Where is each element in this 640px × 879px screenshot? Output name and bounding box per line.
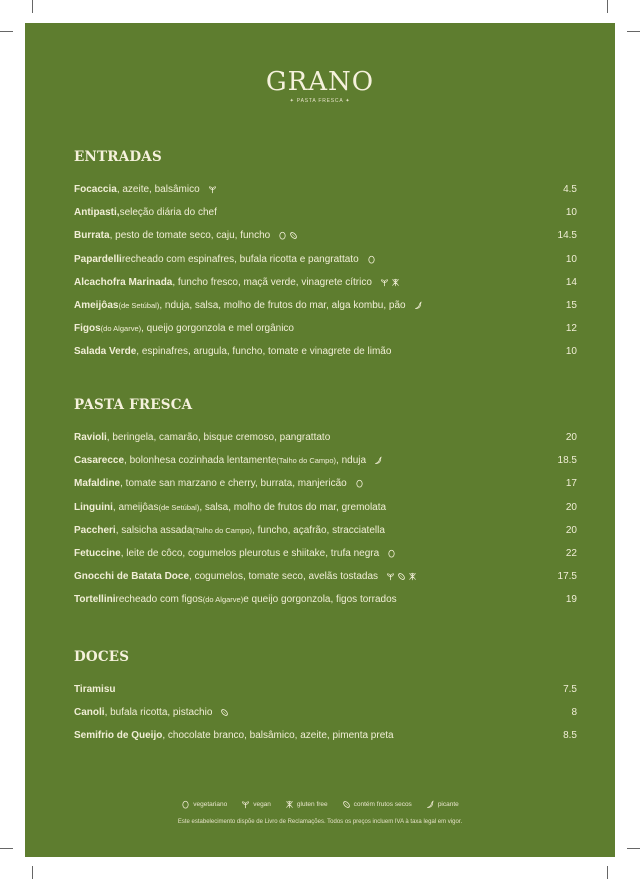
menu-item-text: [74, 277, 400, 288]
menu-item-text: [74, 684, 116, 695]
menu-item-name: Papardelli: [74, 253, 122, 265]
vegan-icon: [380, 278, 389, 287]
crop-mark: [32, 866, 33, 879]
dietary-icons: [386, 572, 417, 581]
legend-item: [426, 800, 459, 809]
menu-item: [74, 426, 577, 449]
dietary-icons: [414, 301, 423, 310]
dietary-icons: [220, 708, 229, 717]
menu-item: [74, 224, 577, 247]
nuts-icon: [289, 231, 298, 240]
menu-item-name: Gnocchi de Batata Doce: [74, 571, 190, 583]
vegan-icon: [241, 800, 250, 809]
menu-item-description: , bufala ricotta, pistachio: [104, 707, 213, 719]
menu-item-text: [74, 478, 364, 489]
menu-item: [74, 201, 577, 224]
menu-item-description: , funcho, açafrão, stracciatella: [252, 524, 385, 536]
menu-item-name: Mafaldine: [74, 478, 121, 490]
vegetarian-icon: [367, 255, 376, 264]
section-title: ENTRADAS: [74, 149, 162, 165]
gluten-free-icon: [408, 572, 417, 581]
menu-item-origin: (de Setúbal): [158, 502, 200, 512]
legend-item: [181, 800, 227, 809]
section-title: PASTA FRESCA: [74, 397, 193, 413]
legend-item: [241, 800, 271, 809]
item-list: [74, 678, 577, 748]
menu-item-price: 20: [565, 501, 577, 513]
menu-item: [74, 496, 577, 519]
section-pasta-fresca: [74, 395, 577, 612]
legend-label: vegan: [253, 801, 271, 808]
menu-item-price: 10: [565, 207, 577, 219]
menu-item-description: , beringela, camarão, bisque cremoso, pangrattato: [106, 432, 331, 444]
crop-mark: [0, 31, 13, 32]
logo-title: GRANO: [265, 67, 375, 97]
vegetarian-icon: [181, 800, 190, 809]
nuts-icon: [342, 800, 351, 809]
menu-item: [74, 701, 577, 724]
menu-item-price: 12: [565, 323, 577, 335]
menu-item-name: Alcachofra Marinada: [74, 276, 173, 288]
dietary-icons: [374, 456, 383, 465]
menu-item-price: 14: [565, 276, 577, 288]
menu-item-description: , espinafres, arugula, funcho, tomate e vinagrete de limão: [136, 346, 392, 358]
menu-item-origin: (Talho do Campo): [192, 525, 253, 535]
menu-item: [74, 519, 577, 542]
menu-item-name: Canoli: [74, 707, 105, 719]
legend-label: contém frutos secos: [353, 801, 412, 808]
nuts-icon: [397, 572, 406, 581]
menu-item: [74, 724, 577, 747]
dietary-icons: [278, 231, 298, 240]
dietary-icons: [355, 479, 364, 488]
menu-item-name: Antipasti,: [74, 207, 120, 219]
menu-item-description: , salsa, molho de frutos do mar, gremolata: [199, 501, 387, 513]
menu-item: [74, 317, 577, 340]
menu-item-origin: (do Algarve): [100, 324, 142, 334]
menu-item: [74, 542, 577, 565]
menu-item-name: Ravioli: [74, 432, 107, 444]
spicy-icon: [374, 456, 383, 465]
menu-item-description: , pesto de tomate seco, caju, funcho: [109, 230, 271, 242]
spicy-icon: [426, 800, 435, 809]
menu-item-name: Casarecce: [74, 455, 125, 467]
menu-item-name: Tiramisu: [74, 684, 116, 696]
item-list: [74, 178, 577, 364]
logo-subtitle: ✦ PASTA FRESCA ✦: [289, 98, 351, 104]
gluten-free-icon: [391, 278, 400, 287]
crop-mark: [627, 31, 640, 32]
section-doces: [74, 647, 577, 748]
menu-item-description: , nduja: [336, 455, 367, 467]
legend: [25, 800, 615, 809]
menu-item-description: , nduja, salsa, molho de frutos do mar, alga kombu, pão: [159, 300, 406, 312]
menu-item-price: 15: [565, 300, 577, 312]
menu-item-text: [74, 300, 423, 311]
menu-item: [74, 449, 577, 472]
legend-label: gluten free: [296, 801, 328, 808]
menu-item-text: [74, 571, 417, 582]
menu-item-text: [74, 432, 330, 443]
menu-item-price: 22: [565, 548, 577, 560]
menu-item-description: , chocolate branco, balsâmico, azeite, pimenta preta: [162, 730, 394, 742]
vegan-icon: [386, 572, 395, 581]
menu-item-text: [74, 184, 217, 195]
menu-item: [74, 248, 577, 271]
menu-item: [74, 271, 577, 294]
menu-item-name: Fetuccine: [74, 548, 121, 560]
menu-item-name: Salada Verde: [74, 346, 137, 358]
vegetarian-icon: [387, 549, 396, 558]
menu-item-description: , funcho fresco, maçã verde, vinagrete cítrico: [172, 276, 372, 288]
menu-item-price: 17.5: [557, 571, 577, 583]
menu-item-description: e queijo gorgonzola, figos torrados: [243, 594, 397, 606]
menu-item-price: 10: [565, 346, 577, 358]
menu-item-origin: (de Setúbal): [118, 301, 160, 311]
menu-panel: [25, 23, 615, 857]
nuts-icon: [220, 708, 229, 717]
menu-item: [74, 178, 577, 201]
menu-item-text: [74, 254, 376, 265]
menu-item-price: 14.5: [557, 230, 577, 242]
menu-item-text: [74, 207, 217, 218]
legend-label: picante: [437, 801, 459, 808]
menu-item-price: 19: [565, 594, 577, 606]
menu-item-text: [74, 502, 386, 513]
menu-item-price: 4.5: [563, 184, 577, 196]
gluten-free-icon: [285, 800, 294, 809]
crop-mark: [627, 848, 640, 849]
menu-item-price: 10: [565, 253, 577, 265]
menu-item-price: 8: [571, 707, 577, 719]
section-title: DOCES: [74, 649, 130, 665]
menu-item-text: [74, 548, 396, 559]
section-entradas: [74, 147, 577, 364]
menu-item-price: 8.5: [563, 730, 577, 742]
dietary-icons: [367, 255, 376, 264]
menu-item: [74, 472, 577, 495]
menu-item: [74, 678, 577, 701]
menu-item-description: , tomate san marzano e cherry, burrata, manjericão: [120, 478, 347, 490]
dietary-icons: [208, 185, 217, 194]
menu-item-description: recheado com figos: [115, 594, 203, 606]
menu-item-text: [74, 730, 394, 741]
menu-item-origin: (do Algarve): [202, 595, 244, 605]
menu-item-price: 20: [565, 524, 577, 536]
menu-item: [74, 340, 577, 363]
menu-item-price: 17: [565, 478, 577, 490]
item-list: [74, 426, 577, 612]
menu-item-name: Figos: [74, 323, 101, 335]
menu-item: [74, 565, 577, 588]
menu-item-name: Ameijôas: [74, 300, 119, 312]
menu-item-text: [74, 707, 229, 718]
menu-item-description: , salsicha assada: [115, 524, 193, 536]
dietary-icons: [387, 549, 396, 558]
menu-item-text: [74, 594, 397, 605]
menu-item-text: [74, 346, 391, 357]
menu-item-text: [74, 323, 294, 334]
menu-item-text: [74, 230, 298, 241]
footer-note: Este estabelecimento dispõe de Livro de Reclamações. Todos os preços incluem IVA à taxa legal em vigor.: [177, 819, 463, 825]
legend-item: [342, 800, 412, 809]
menu-item-price: 18.5: [557, 455, 577, 467]
menu-item-origin: (Talho do Campo): [276, 456, 337, 466]
menu-item-name: Tortellini: [74, 594, 116, 606]
spicy-icon: [414, 301, 423, 310]
legend-item: [285, 800, 328, 809]
menu-item-price: 7.5: [563, 684, 577, 696]
menu-item-name: Semifrio de Queijo: [74, 730, 163, 742]
menu-item-description: recheado com espinafres, bufala ricotta e pangrattato: [121, 253, 359, 265]
logo: [25, 67, 615, 104]
crop-mark: [0, 848, 13, 849]
crop-mark: [607, 866, 608, 879]
crop-mark: [32, 0, 33, 13]
menu-item-description: , cogumelos, tomate seco, avelãs tostadas: [189, 571, 379, 583]
menu-item-text: [74, 525, 385, 536]
menu-item: [74, 588, 577, 611]
menu-item-price: 20: [565, 432, 577, 444]
menu-item-description: , bolonhesa cozinhada lentamente: [124, 455, 277, 467]
menu-item-description: , azeite, balsâmico: [116, 184, 200, 196]
menu-item: [74, 294, 577, 317]
menu-item-name: Burrata: [74, 230, 110, 242]
menu-item-description: seleção diária do chef: [119, 207, 217, 219]
menu-item-text: [74, 455, 383, 466]
menu-item-description: , queijo gorgonzola e mel orgânico: [141, 323, 294, 335]
vegetarian-icon: [278, 231, 287, 240]
crop-mark: [607, 0, 608, 13]
vegetarian-icon: [355, 479, 364, 488]
menu-item-name: Paccheri: [74, 524, 116, 536]
menu-item-name: Linguini: [74, 501, 113, 513]
menu-item-description: , ameijôas: [112, 501, 159, 513]
menu-item-name: Focaccia: [74, 184, 117, 196]
vegan-icon: [208, 185, 217, 194]
dietary-icons: [380, 278, 400, 287]
legend-label: vegetariano: [193, 801, 228, 808]
menu-item-description: , leite de côco, cogumelos pleurotus e shiitake, trufa negra: [120, 548, 380, 560]
